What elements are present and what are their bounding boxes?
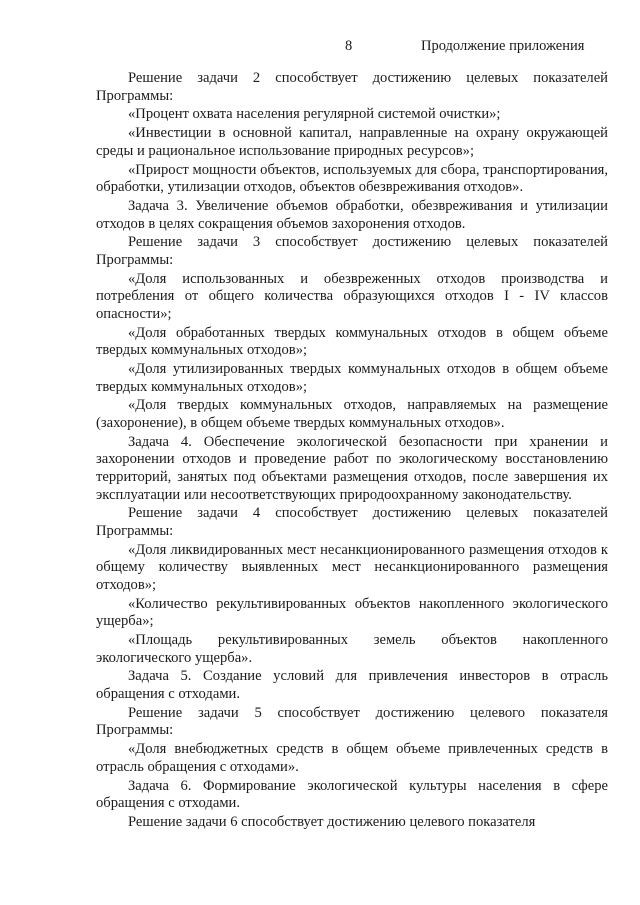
page-number: 8	[345, 38, 353, 54]
paragraph: Решение задачи 2 способствует достижению целевых показателей Программы:	[96, 70, 608, 104]
paragraph: Решение задачи 5 способствует достижению целевого показателя Программы:	[96, 704, 608, 739]
paragraph: «Доля утилизированных твердых коммунальных отходов в общем объеме твердых коммунальных отходов»;	[96, 361, 608, 395]
paragraph: Задача 3. Увеличение объемов обработки, обезвреживания и утилизации отходов в целях сокращения объемов захоронения отходов.	[96, 197, 608, 232]
continuation-label: Продолжение приложения	[421, 38, 585, 54]
paragraph: «Доля твердых коммунальных отходов, направляемых на размещение (захоронение), в общем объеме твердых коммунальных отходов».	[96, 397, 608, 431]
paragraph: Решение задачи 6 способствует достижению целевого показателя	[128, 813, 536, 830]
paragraph: «Количество рекультивированных объектов накопленного экологического ущерба»;	[96, 595, 608, 630]
paragraph: Решение задачи 4 способствует достижению целевых показателей Программы:	[96, 505, 608, 539]
paragraph: «Процент охвата населения регулярной системой очистки»;	[128, 106, 501, 123]
paragraph: Задача 6. Формирование экологической культуры населения в сфере обращения с отходами.	[96, 777, 608, 812]
paragraph: «Площадь рекультивированных земель объектов накопленного экологического ущерба».	[96, 632, 608, 666]
paragraph: «Доля ликвидированных мест несанкционированного размещения отходов к общему количеству выявленных мест несанкционированного размещения отходов»;	[96, 541, 608, 593]
paragraph: Задача 5. Создание условий для привлечения инвесторов в отрасль обращения с отходами.	[96, 668, 608, 702]
paragraph: «Доля внебюджетных средств в общем объеме привлеченных средств в отрасль обращения с отходами».	[96, 741, 608, 775]
page-header	[0, 38, 640, 58]
document-body	[96, 70, 608, 833]
paragraph: «Доля обработанных твердых коммунальных отходов в общем объеме твердых коммунальных отходов»;	[96, 324, 608, 359]
paragraph: Решение задачи 3 способствует достижению целевых показателей Программы:	[96, 234, 608, 268]
paragraph: «Прирост мощности объектов, используемых для сбора, транспортирования, обработки, утилизации отходов, объектов обезвреживания отходов».	[96, 161, 608, 196]
paragraph: «Инвестиции в основной капитал, направленные на охрану окружающей среды и рациональное использование природных ресурсов»;	[96, 125, 608, 159]
paragraph: «Доля использованных и обезвреженных отходов производства и потребления от общего количества образующихся отходов I - IV классов опасности»;	[96, 270, 608, 322]
paragraph: Задача 4. Обеспечение экологической безопасности при хранении и захоронении отходов и проведение работ по экологическому восстановлению территорий, занятых под объектами размещения отходов, после завершения их эксплуатации или несоответствующих природоохранному законодательству.	[96, 433, 608, 503]
